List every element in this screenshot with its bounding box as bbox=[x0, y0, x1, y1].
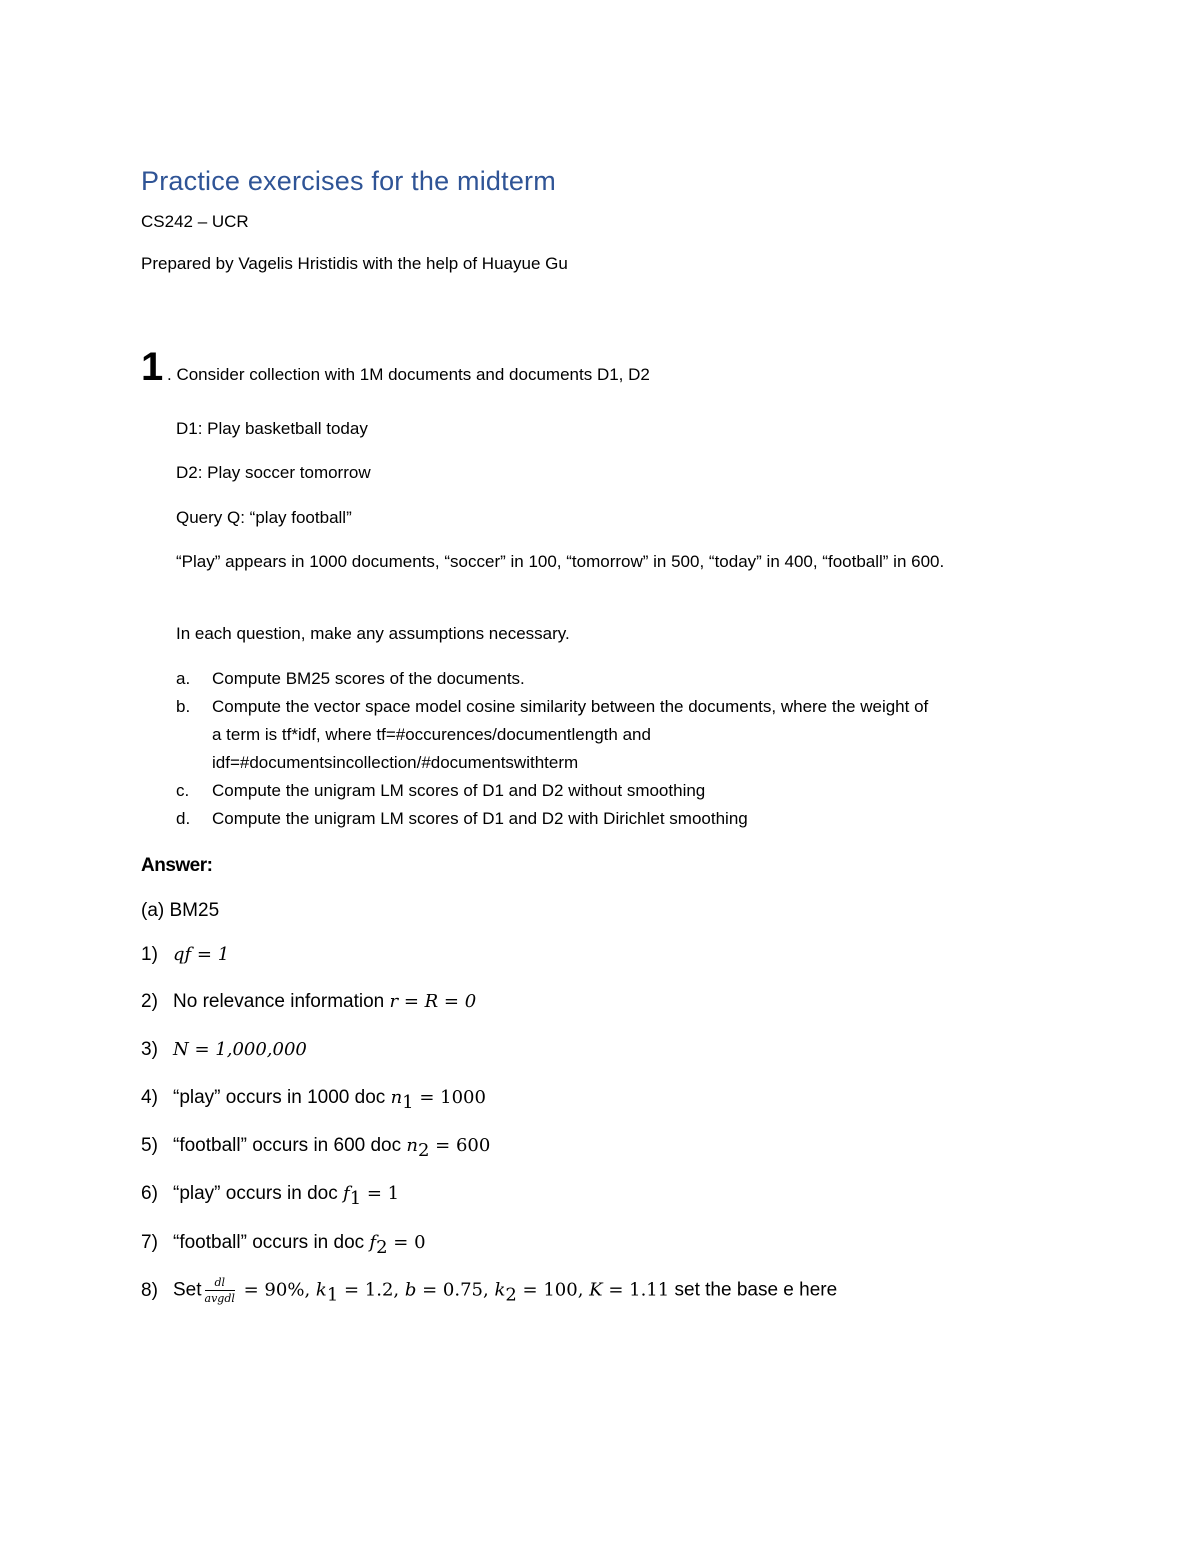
item-letter: c. bbox=[176, 781, 190, 800]
step-value: = 1 bbox=[361, 1183, 400, 1204]
answer-step bbox=[141, 991, 476, 1013]
step-var: f bbox=[369, 1232, 377, 1253]
item-text: Compute the unigram LM scores of D1 and D2 without smoothing bbox=[212, 781, 706, 800]
answer-step bbox=[141, 1276, 837, 1305]
step-value: = 1.2, bbox=[338, 1279, 405, 1301]
step-text: “play” occurs in 1000 doc bbox=[173, 1087, 391, 1108]
step-number: 8) bbox=[141, 1279, 158, 1301]
item-text: idf=#documentsincollection/#documentswithterm bbox=[212, 753, 579, 772]
document-d1: D1: Play basketball today bbox=[176, 419, 368, 438]
step-subscript: 2 bbox=[376, 1236, 388, 1258]
course-line: CS242 – UCR bbox=[141, 212, 249, 231]
page-title: Practice exercises for the midterm bbox=[141, 166, 556, 196]
step-text: “football” occurs in doc bbox=[173, 1232, 370, 1253]
step-number: 2) bbox=[141, 991, 158, 1012]
step-number: 3) bbox=[141, 1039, 158, 1060]
step-var: n bbox=[390, 1087, 403, 1108]
step-var: n bbox=[406, 1135, 418, 1156]
question-number: 1 bbox=[141, 345, 164, 389]
term-counts: “Play” appears in 1000 documents, “soccer” in 100, “tomorrow” in 500, “today” in 400, “football” in 600. bbox=[176, 552, 945, 571]
item-text: Compute the vector space model cosine similarity between the documents, where the weight of bbox=[212, 697, 929, 716]
answer-step bbox=[141, 1087, 486, 1113]
step-math: qf = 1 bbox=[173, 944, 230, 965]
step-math: r = R = 0 bbox=[389, 991, 477, 1012]
answer-step bbox=[141, 1183, 399, 1209]
step-number: 5) bbox=[141, 1135, 158, 1156]
step-text: No relevance information bbox=[173, 991, 390, 1012]
step-subscript: 2 bbox=[505, 1284, 517, 1306]
answer-step bbox=[141, 1039, 307, 1061]
item-text: Compute BM25 scores of the documents. bbox=[212, 669, 525, 688]
step-math: N = 1,000,000 bbox=[173, 1039, 307, 1060]
item-text: Compute the unigram LM scores of D1 and D2 with Dirichlet smoothing bbox=[212, 809, 748, 828]
step-text: Set bbox=[173, 1279, 202, 1301]
step-number: 6) bbox=[141, 1183, 158, 1204]
fraction-numerator: dl bbox=[205, 1276, 235, 1291]
assumptions-line: In each question, make any assumptions necessary. bbox=[176, 624, 570, 643]
step-value: = 0 bbox=[387, 1232, 426, 1253]
step-text: set the base e here bbox=[669, 1279, 838, 1301]
answer-part: (a) BM25 bbox=[141, 900, 220, 921]
step-subscript: 1 bbox=[349, 1187, 362, 1209]
step-var: k bbox=[494, 1279, 506, 1301]
step-number: 7) bbox=[141, 1232, 158, 1253]
item-letter: a. bbox=[176, 669, 191, 688]
step-value: = 90%, bbox=[237, 1279, 316, 1301]
prepared-by-line: Prepared by Vagelis Hristidis with the help of Huayue Gu bbox=[141, 254, 568, 273]
question-text: . Consider collection with 1M documents and documents D1, D2 bbox=[167, 365, 650, 384]
fraction-denominator: avgdl bbox=[204, 1292, 235, 1305]
step-value: = 1.11 bbox=[602, 1279, 670, 1301]
step-var: f bbox=[343, 1183, 350, 1204]
step-value: = 100, bbox=[516, 1279, 590, 1301]
step-var: K bbox=[589, 1279, 603, 1301]
answer-step bbox=[141, 1135, 490, 1161]
step-value: = 600 bbox=[429, 1135, 491, 1156]
step-var: b bbox=[404, 1279, 417, 1301]
step-subscript: 1 bbox=[402, 1091, 414, 1113]
step-text: “football” occurs in 600 doc bbox=[173, 1135, 407, 1156]
step-value: = 0.75, bbox=[416, 1279, 495, 1301]
answer-step bbox=[141, 1232, 426, 1258]
step-number: 1) bbox=[141, 944, 158, 965]
step-text: “play” occurs in doc bbox=[173, 1183, 344, 1204]
answer-label: Answer: bbox=[141, 855, 213, 876]
step-subscript: 1 bbox=[326, 1284, 339, 1306]
step-number: 4) bbox=[141, 1087, 158, 1108]
item-letter: d. bbox=[176, 809, 191, 828]
item-text: a term is tf*idf, where tf=#occurences/documentlength and bbox=[212, 725, 651, 744]
step-value: = 1000 bbox=[413, 1087, 486, 1108]
document-d2: D2: Play soccer tomorrow bbox=[176, 463, 371, 482]
dl-avgdl-fraction bbox=[205, 1276, 235, 1305]
answer-step bbox=[141, 944, 229, 966]
step-var: k bbox=[315, 1279, 327, 1301]
query-line: Query Q: “play football” bbox=[176, 508, 352, 527]
step-subscript: 2 bbox=[418, 1139, 430, 1161]
item-letter: b. bbox=[176, 697, 191, 716]
